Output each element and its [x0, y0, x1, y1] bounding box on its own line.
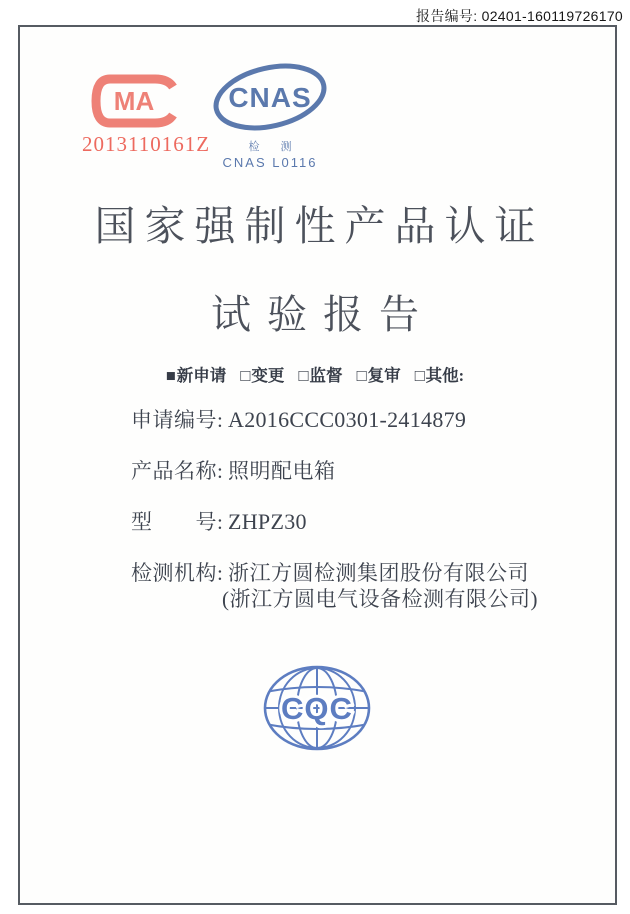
report-number: [416, 6, 623, 26]
application-no-value: A2016CCC0301-2414879: [228, 407, 467, 432]
cma-logo-text: MA: [113, 86, 155, 116]
report-number-value: 02401-160119726170: [481, 8, 623, 24]
model-row: [131, 511, 551, 533]
checkbox-new-application: [166, 366, 226, 385]
checkbox-supervision: [299, 366, 343, 385]
checkbox-label: 复审: [367, 366, 401, 385]
checkbox-label: 其他:: [425, 366, 465, 385]
cma-cert-number: 2013110161Z: [82, 132, 211, 156]
cnas-code: CNAS L0116: [222, 155, 318, 170]
model-label: 型 号:: [131, 510, 224, 534]
cnas-logo-block: [210, 58, 330, 170]
checkbox-label: 变更: [251, 366, 285, 385]
product-name-value: 照明配电箱: [228, 459, 336, 483]
application-no-label: 申请编号:: [131, 408, 224, 432]
checkbox-change: [240, 366, 284, 385]
checkbox-other: [415, 366, 464, 385]
doc-title-line2: 试验报告: [211, 292, 435, 337]
application-type-row: [0, 362, 630, 386]
report-number-label: 报告编号:: [416, 8, 478, 24]
doc-title-line1: 国家强制性产品认证: [94, 203, 545, 249]
checkbox-label: 监督: [309, 366, 343, 385]
product-name-row: [131, 460, 551, 482]
cnas-logo-text: CNAS: [228, 82, 312, 113]
cnas-caption: 检 测: [248, 141, 301, 153]
cqc-logo-text: CQC: [281, 691, 353, 726]
product-name-label: 产品名称:: [131, 459, 224, 483]
test-org-value: 浙江方圆检测集团股份有限公司: [228, 561, 529, 585]
cnas-logo-icon: [211, 58, 329, 136]
test-org-row: [131, 562, 551, 610]
test-org-label: 检测机构:: [131, 561, 224, 585]
checkbox-label: 新申请: [176, 366, 227, 385]
checkbox-filled-icon: ■: [165, 366, 176, 385]
checkbox-empty-icon: □: [356, 366, 367, 385]
checkbox-empty-icon: □: [298, 366, 309, 385]
checkbox-empty-icon: □: [240, 366, 251, 385]
checkbox-review: [357, 366, 401, 385]
cma-logo-block: [82, 74, 211, 157]
checkbox-empty-icon: □: [414, 366, 425, 385]
application-no-row: [131, 409, 551, 431]
cma-logo-icon: [89, 74, 185, 128]
cqc-logo-icon: [261, 663, 373, 753]
test-org-value-line2: (浙江方圆电气设备检测有限公司): [222, 587, 538, 611]
cqc-logo-block: [261, 663, 373, 758]
model-value: ZHPZ30: [228, 509, 307, 534]
form-fields: [131, 409, 551, 638]
